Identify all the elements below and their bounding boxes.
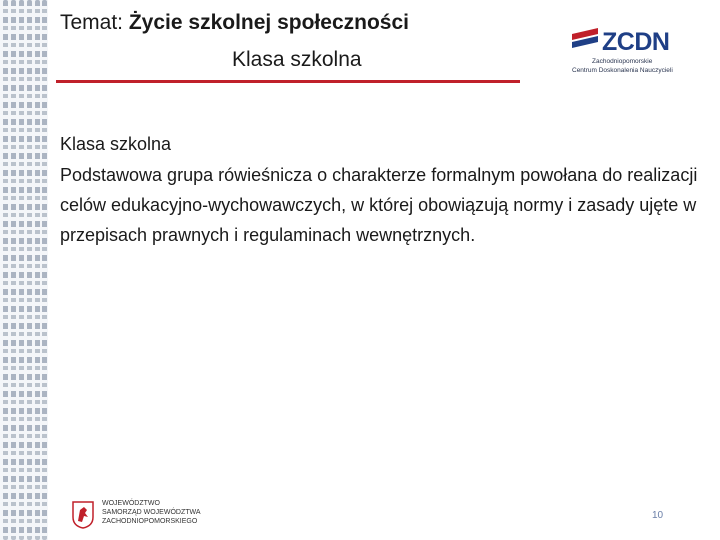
emblem-line-1: WOJEWÓDZTWO bbox=[102, 500, 160, 507]
emblem-line-3: ZACHODNIOPOMORSKIEGO bbox=[102, 518, 198, 525]
topic-title bbox=[60, 11, 409, 35]
logo-subtitle-2: Centrum Doskonalenia Nauczycieli bbox=[572, 67, 673, 74]
topic-value: Życie szkolnej społeczności bbox=[128, 11, 409, 34]
zcdn-logo bbox=[572, 26, 682, 74]
topic-label: Temat: bbox=[60, 11, 129, 34]
logo-subtitle-1: Zachodniopomorskie bbox=[592, 58, 653, 65]
red-divider bbox=[56, 80, 520, 83]
logo-name: ZCDN bbox=[602, 28, 670, 56]
content-paragraph: Podstawowa grupa rówieśnicza o charakterze formalnym powołana do realizacji celów edukacyjno-wychowawczych, w której obowiązują normy i zasady ujęte w przepisach prawnych i regulaminach wewnętrznych. bbox=[60, 165, 698, 245]
slide-subtitle: Klasa szkolna bbox=[232, 48, 362, 71]
griffin-emblem-icon bbox=[72, 501, 94, 529]
emblem-line-2: SAMORZĄD WOJEWÓDZTWA bbox=[102, 509, 201, 516]
emblem-caption bbox=[102, 499, 201, 526]
content-heading: Klasa szkolna bbox=[60, 134, 172, 154]
main-content bbox=[60, 134, 710, 250]
zcdn-logo-mark-icon bbox=[572, 26, 602, 50]
decorative-handwriting-strip bbox=[0, 0, 48, 540]
page-number: 10 bbox=[652, 510, 664, 521]
